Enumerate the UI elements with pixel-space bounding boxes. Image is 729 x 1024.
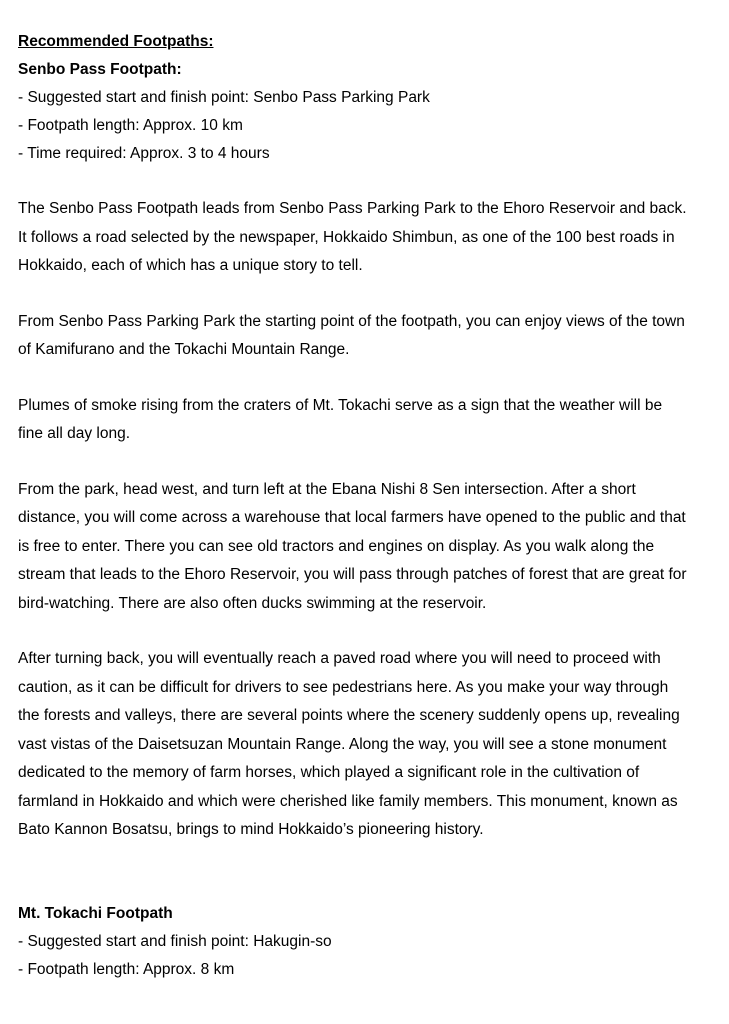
- section-paragraph: From the park, head west, and turn left at the Ebana Nishi 8 Sen intersection. After a short distance, you will come across a warehouse that local farmers have opened to the public and that is free to enter. There you can see old tractors and engines on display. As you walk along the stream that leads to the Ehoro Reservoir, you will pass through patches of forest that are great for bird-watching. There are also often ducks swimming at the reservoir.: [18, 480, 687, 612]
- section-spacer: [18, 845, 689, 900]
- section-paragraph: Plumes of smoke rising from the craters of Mt. Tokachi serve as a sign that the weather will be fine all day long.: [18, 396, 663, 442]
- section-paragraph: The Senbo Pass Footpath leads from Senbo Pass Parking Park to the Ehoro Reservoir and back. It follows a road selected by the newspaper, Hokkaido Shimbun, as one of the 100 best roads in Hokkaido, each of which has a unique story to tell.: [18, 200, 687, 274]
- section-bullet: - Footpath length: Approx. 8 km: [18, 960, 235, 978]
- paragraph-spacer: [18, 281, 689, 308]
- paragraph-spacer: [18, 618, 689, 645]
- section-paragraph: From Senbo Pass Parking Park the starting point of the footpath, you can enjoy views of the town of Kamifurano and the Tokachi Mountain Range.: [18, 312, 685, 358]
- section-bullet: - Suggested start and finish point: Hakugin-so: [18, 932, 332, 950]
- section-subheading-senbo-pass: Senbo Pass Footpath:: [18, 61, 182, 78]
- section-bullet: - Footpath length: Approx. 10 km: [18, 117, 243, 134]
- paragraph-spacer: [18, 168, 689, 195]
- section-bullet: - Time required: Approx. 3 to 4 hours: [18, 145, 270, 162]
- paragraph-spacer: [18, 449, 689, 476]
- paragraph-spacer: [18, 365, 689, 392]
- page-title: Recommended Footpaths:: [18, 33, 214, 50]
- section-bullet: - Suggested start and finish point: Senbo Pass Parking Park: [18, 89, 430, 106]
- section-subheading-mt-tokachi: Mt. Tokachi Footpath: [18, 904, 173, 922]
- section-paragraph: After turning back, you will eventually reach a paved road where you will need to proceed with caution, as it can be difficult for drivers to see pedestrians here. As you make your way through the forests and valleys, there are several points where the scenery suddenly opens up, revealing vast vistas of the Daisetsuzan Mountain Range. Along the way, you will see a stone monument dedicated to the memory of farm horses, which played a significant role in the cultivation of farmland in Hokkaido and which were cherished like family members. This monument, known as Bato Kannon Bosatsu, brings to mind Hokkaido’s pioneering history.: [18, 650, 680, 838]
